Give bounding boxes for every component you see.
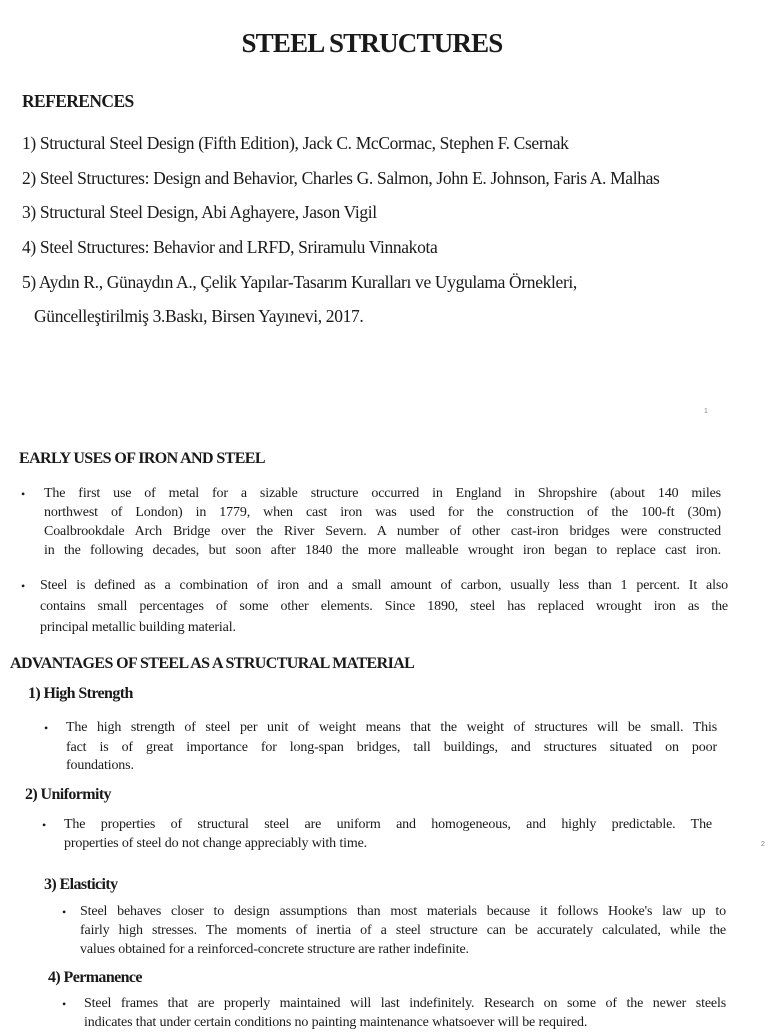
paragraph-line: foundations. xyxy=(66,758,134,773)
paragraph-line: contains small percentages of some other elements. Since 1890, steel has replaced wrought iron as the xyxy=(40,599,728,614)
bullet-icon: • xyxy=(21,487,26,501)
paragraph-line: properties of steel do not change appreciably with time. xyxy=(64,836,367,851)
reference-item: 2) Steel Structures: Design and Behavior, Charles G. Salmon, John E. Johnson, Faris A. Malhas xyxy=(22,168,660,188)
paragraph-line: Steel frames that are properly maintained will last indefinitely. Research on some of the newer steels xyxy=(84,996,726,1011)
subheading-high-strength: 1) High Strength xyxy=(28,685,133,702)
bullet-icon: • xyxy=(62,997,67,1011)
paragraph-line: Coalbrookdale Arch Bridge over the River Severn. A number of other cast-iron bridges were constructed xyxy=(44,524,721,539)
paragraph-line: Steel is defined as a combination of iron and a small amount of carbon, usually less than 1 percent. It also xyxy=(40,578,728,593)
paragraph-line: northwest of London) in 1779, when cast iron was used for the construction of the 100-ft (30m) xyxy=(44,505,721,520)
paragraph-line: fact is of great importance for long-span bridges, tall buildings, and structures situated on poor xyxy=(66,740,717,755)
reference-item: 5) Aydın R., Günaydın A., Çelik Yapılar-Tasarım Kuralları ve Uygulama Örnekleri, xyxy=(22,272,577,292)
paragraph-line: fairly high stresses. The moments of inertia of a steel structure can be accurately calculated, while the xyxy=(80,923,726,938)
references-heading: REFERENCES xyxy=(22,91,134,111)
bullet-icon: • xyxy=(21,579,26,593)
reference-item: 4) Steel Structures: Behavior and LRFD, Sriramulu Vinnakota xyxy=(22,237,438,257)
paragraph-line: indicates that under certain conditions no painting maintenance whatsoever will be required. xyxy=(84,1015,588,1030)
paragraph-line: Steel behaves closer to design assumptions than most materials because it follows Hooke's law up to xyxy=(80,904,726,919)
bullet-icon: • xyxy=(44,721,49,735)
paragraph-line: principal metallic building material. xyxy=(40,620,236,635)
subheading-elasticity: 3) Elasticity xyxy=(44,876,118,893)
paragraph-line: The high strength of steel per unit of weight means that the weight of structures will be small. This xyxy=(66,720,717,735)
reference-item-continuation: Güncelleştirilmiş 3.Baskı, Birsen Yayınevi, 2017. xyxy=(34,306,364,326)
section-heading-advantages: ADVANTAGES OF STEEL AS A STRUCTURAL MATERIAL xyxy=(10,655,415,672)
subheading-permanence: 4) Permanence xyxy=(48,969,142,986)
page-number: 2 xyxy=(761,841,765,848)
page-number: 1 xyxy=(704,408,708,415)
reference-item: 3) Structural Steel Design, Abi Aghayere, Jason Vigil xyxy=(22,202,377,222)
paragraph-line: The properties of structural steel are uniform and homogeneous, and highly predictable. The xyxy=(64,817,712,832)
bullet-icon: • xyxy=(62,905,67,919)
page-title: STEEL STRUCTURES xyxy=(241,28,503,58)
paragraph-line: values obtained for a reinforced-concrete structure are rather indefinite. xyxy=(80,942,469,957)
subheading-uniformity: 2) Uniformity xyxy=(25,786,111,803)
paragraph-line: in the following decades, but soon after 1840 the more malleable wrought iron began to replace cast iron. xyxy=(44,543,721,558)
reference-item: 1) Structural Steel Design (Fifth Edition), Jack C. McCormac, Stephen F. Csernak xyxy=(22,133,569,153)
section-heading-early-uses: EARLY USES OF IRON AND STEEL xyxy=(19,450,265,467)
bullet-icon: • xyxy=(42,818,47,832)
paragraph-line: The first use of metal for a sizable structure occurred in England in Shropshire (about 140 miles xyxy=(44,486,721,501)
